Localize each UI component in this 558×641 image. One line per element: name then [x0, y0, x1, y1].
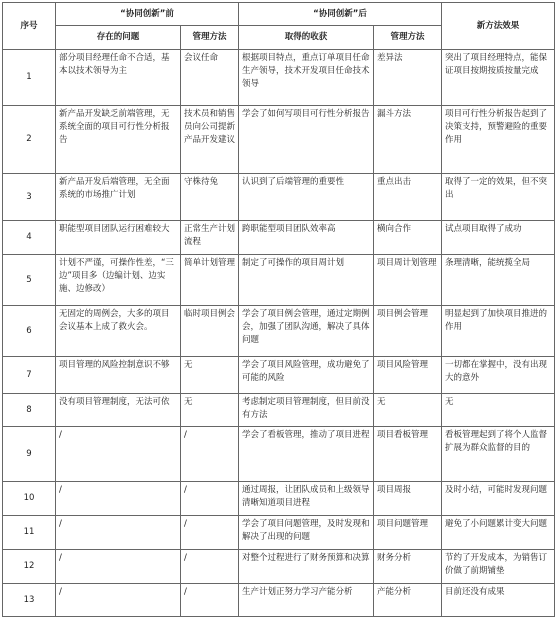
- cell-issue: /: [56, 427, 181, 482]
- cell-method-before: 会议任命: [181, 50, 239, 106]
- cell-method-after: 差异法: [374, 50, 442, 106]
- cell-gain: 根据项目特点，重点订单项目任命生产领导，技术开发项目任命技术领导: [239, 50, 374, 106]
- cell-effect: 突出了项目经理特点，能保证项目按期按质按量完成: [442, 50, 555, 106]
- table-row: [3, 516, 555, 550]
- cell-issue: 部分项目经理任命不合适，基本以技术领导为主: [56, 50, 181, 106]
- cell-gain: 学会了项目问题管理，及时发现和解决了出现的问题: [239, 516, 374, 550]
- cell-effect: 节约了开发成本，为销售订价做了前期铺垫: [442, 550, 555, 584]
- cell-gain: 生产计划正努力学习产能分析: [239, 584, 374, 617]
- cell-gain: 制定了可操作的项目周计划: [239, 255, 374, 306]
- cell-effect: 试点项目取得了成功: [442, 221, 555, 255]
- cell-method-before: 守株待兔: [181, 174, 239, 221]
- cell-method-before: 正常生产计划流程: [181, 221, 239, 255]
- cell-gain: 认识到了后端管理的重要性: [239, 174, 374, 221]
- cell-method-before: /: [181, 550, 239, 584]
- cell-num: 9: [3, 427, 56, 482]
- header-effect: 新方法效果: [442, 3, 555, 50]
- cell-num: 2: [3, 106, 56, 174]
- cell-effect: 项目可行性分析报告起到了决策支持，预警避险的重要作用: [442, 106, 555, 174]
- table-row: [3, 255, 555, 306]
- table-row: [3, 584, 555, 617]
- cell-num: 13: [3, 584, 56, 617]
- table-row: [3, 306, 555, 357]
- header-before: “协同创新”前: [56, 3, 239, 26]
- cell-gain: 学会了看板管理，推动了项目进程: [239, 427, 374, 482]
- table-row: [3, 427, 555, 482]
- cell-gain: 考虑制定项目管理制度，但目前没有方法: [239, 394, 374, 427]
- cell-method-after: 项目问题管理: [374, 516, 442, 550]
- cell-issue: 新产品开发缺乏前端管理，无系统全面的项目可行性分析报告: [56, 106, 181, 174]
- cell-issue: 新产品开发后端管理，无全面系统的市场推广计划: [56, 174, 181, 221]
- cell-num: 11: [3, 516, 56, 550]
- cell-num: 8: [3, 394, 56, 427]
- cell-issue: 没有项目管理制度，无法可依: [56, 394, 181, 427]
- cell-effect: 取得了一定的效果，但不突出: [442, 174, 555, 221]
- table-row: [3, 221, 555, 255]
- header-row-top: [3, 3, 555, 26]
- cell-num: 3: [3, 174, 56, 221]
- cell-issue: /: [56, 550, 181, 584]
- cell-issue: 计划不严谨，可操作性差，“三边”项目多（边编计划、边实施、边修改）: [56, 255, 181, 306]
- header-num: 序号: [3, 3, 56, 50]
- header-method-after: 管理方法: [374, 26, 442, 50]
- cell-method-before: /: [181, 427, 239, 482]
- cell-issue: 项目管理的风险控制意识不够: [56, 357, 181, 394]
- header-method-before: 管理方法: [181, 26, 239, 50]
- cell-num: 7: [3, 357, 56, 394]
- cell-gain: 学会了如何写项目可行性分析报告: [239, 106, 374, 174]
- cell-issue: 职能型项目团队运行困难较大: [56, 221, 181, 255]
- cell-method-after: 漏斗方法: [374, 106, 442, 174]
- cell-method-after: 项目看板管理: [374, 427, 442, 482]
- cell-method-after: 无: [374, 394, 442, 427]
- comparison-table: [2, 2, 555, 617]
- table-row: [3, 357, 555, 394]
- cell-gain: 对整个过程进行了财务预算和决算: [239, 550, 374, 584]
- cell-num: 12: [3, 550, 56, 584]
- cell-method-after: 横向合作: [374, 221, 442, 255]
- cell-issue: /: [56, 516, 181, 550]
- cell-effect: 明显起到了加快项目推进的作用: [442, 306, 555, 357]
- table-row: [3, 482, 555, 516]
- cell-method-before: 技术员和销售员向公司提新产品开发建议: [181, 106, 239, 174]
- cell-num: 1: [3, 50, 56, 106]
- cell-issue: 无固定的周例会，大多的项目会议基本上成了救火会。: [56, 306, 181, 357]
- table-row: [3, 50, 555, 106]
- comparison-table-container: [2, 2, 554, 617]
- cell-method-after: 项目周报: [374, 482, 442, 516]
- table-body: [3, 50, 555, 617]
- cell-method-before: 无: [181, 394, 239, 427]
- cell-effect: 及时小结，可能时发现问题: [442, 482, 555, 516]
- cell-gain: 跨职能型项目团队效率高: [239, 221, 374, 255]
- table-row: [3, 106, 555, 174]
- cell-issue: /: [56, 584, 181, 617]
- cell-effect: 避免了小问题累计变大问题: [442, 516, 555, 550]
- cell-num: 4: [3, 221, 56, 255]
- cell-method-after: 产能分析: [374, 584, 442, 617]
- table-row: [3, 550, 555, 584]
- cell-method-after: 项目周计划管理: [374, 255, 442, 306]
- cell-method-after: 财务分析: [374, 550, 442, 584]
- cell-method-before: 临时项目例会: [181, 306, 239, 357]
- cell-effect: 看板管理起到了将个人监督扩展为群众监督的目的: [442, 427, 555, 482]
- cell-issue: /: [56, 482, 181, 516]
- cell-num: 10: [3, 482, 56, 516]
- cell-effect: 无: [442, 394, 555, 427]
- header-gains: 取得的收获: [239, 26, 374, 50]
- cell-method-before: /: [181, 516, 239, 550]
- cell-method-before: /: [181, 584, 239, 617]
- cell-gain: 学会了项目风险管理，成功避免了可能的风险: [239, 357, 374, 394]
- cell-method-after: 项目风险管理: [374, 357, 442, 394]
- header-issues: 存在的问题: [56, 26, 181, 50]
- table-row: [3, 174, 555, 221]
- cell-effect: 一切都在掌握中，没有出现大的意外: [442, 357, 555, 394]
- cell-gain: 学会了项目例会管理，通过定期例会，加强了团队沟通，解决了具体问题: [239, 306, 374, 357]
- header-after: “协同创新”后: [239, 3, 442, 26]
- cell-method-before: /: [181, 482, 239, 516]
- cell-method-after: 项目例会管理: [374, 306, 442, 357]
- cell-effect: 条理清晰，能统揽全局: [442, 255, 555, 306]
- cell-gain: 通过周报，让团队成员和上级领导清晰知道项目进程: [239, 482, 374, 516]
- cell-method-before: 无: [181, 357, 239, 394]
- cell-num: 6: [3, 306, 56, 357]
- cell-effect: 目前还没有成果: [442, 584, 555, 617]
- cell-method-after: 重点出击: [374, 174, 442, 221]
- table-row: [3, 394, 555, 427]
- cell-method-before: 简单计划管理: [181, 255, 239, 306]
- cell-num: 5: [3, 255, 56, 306]
